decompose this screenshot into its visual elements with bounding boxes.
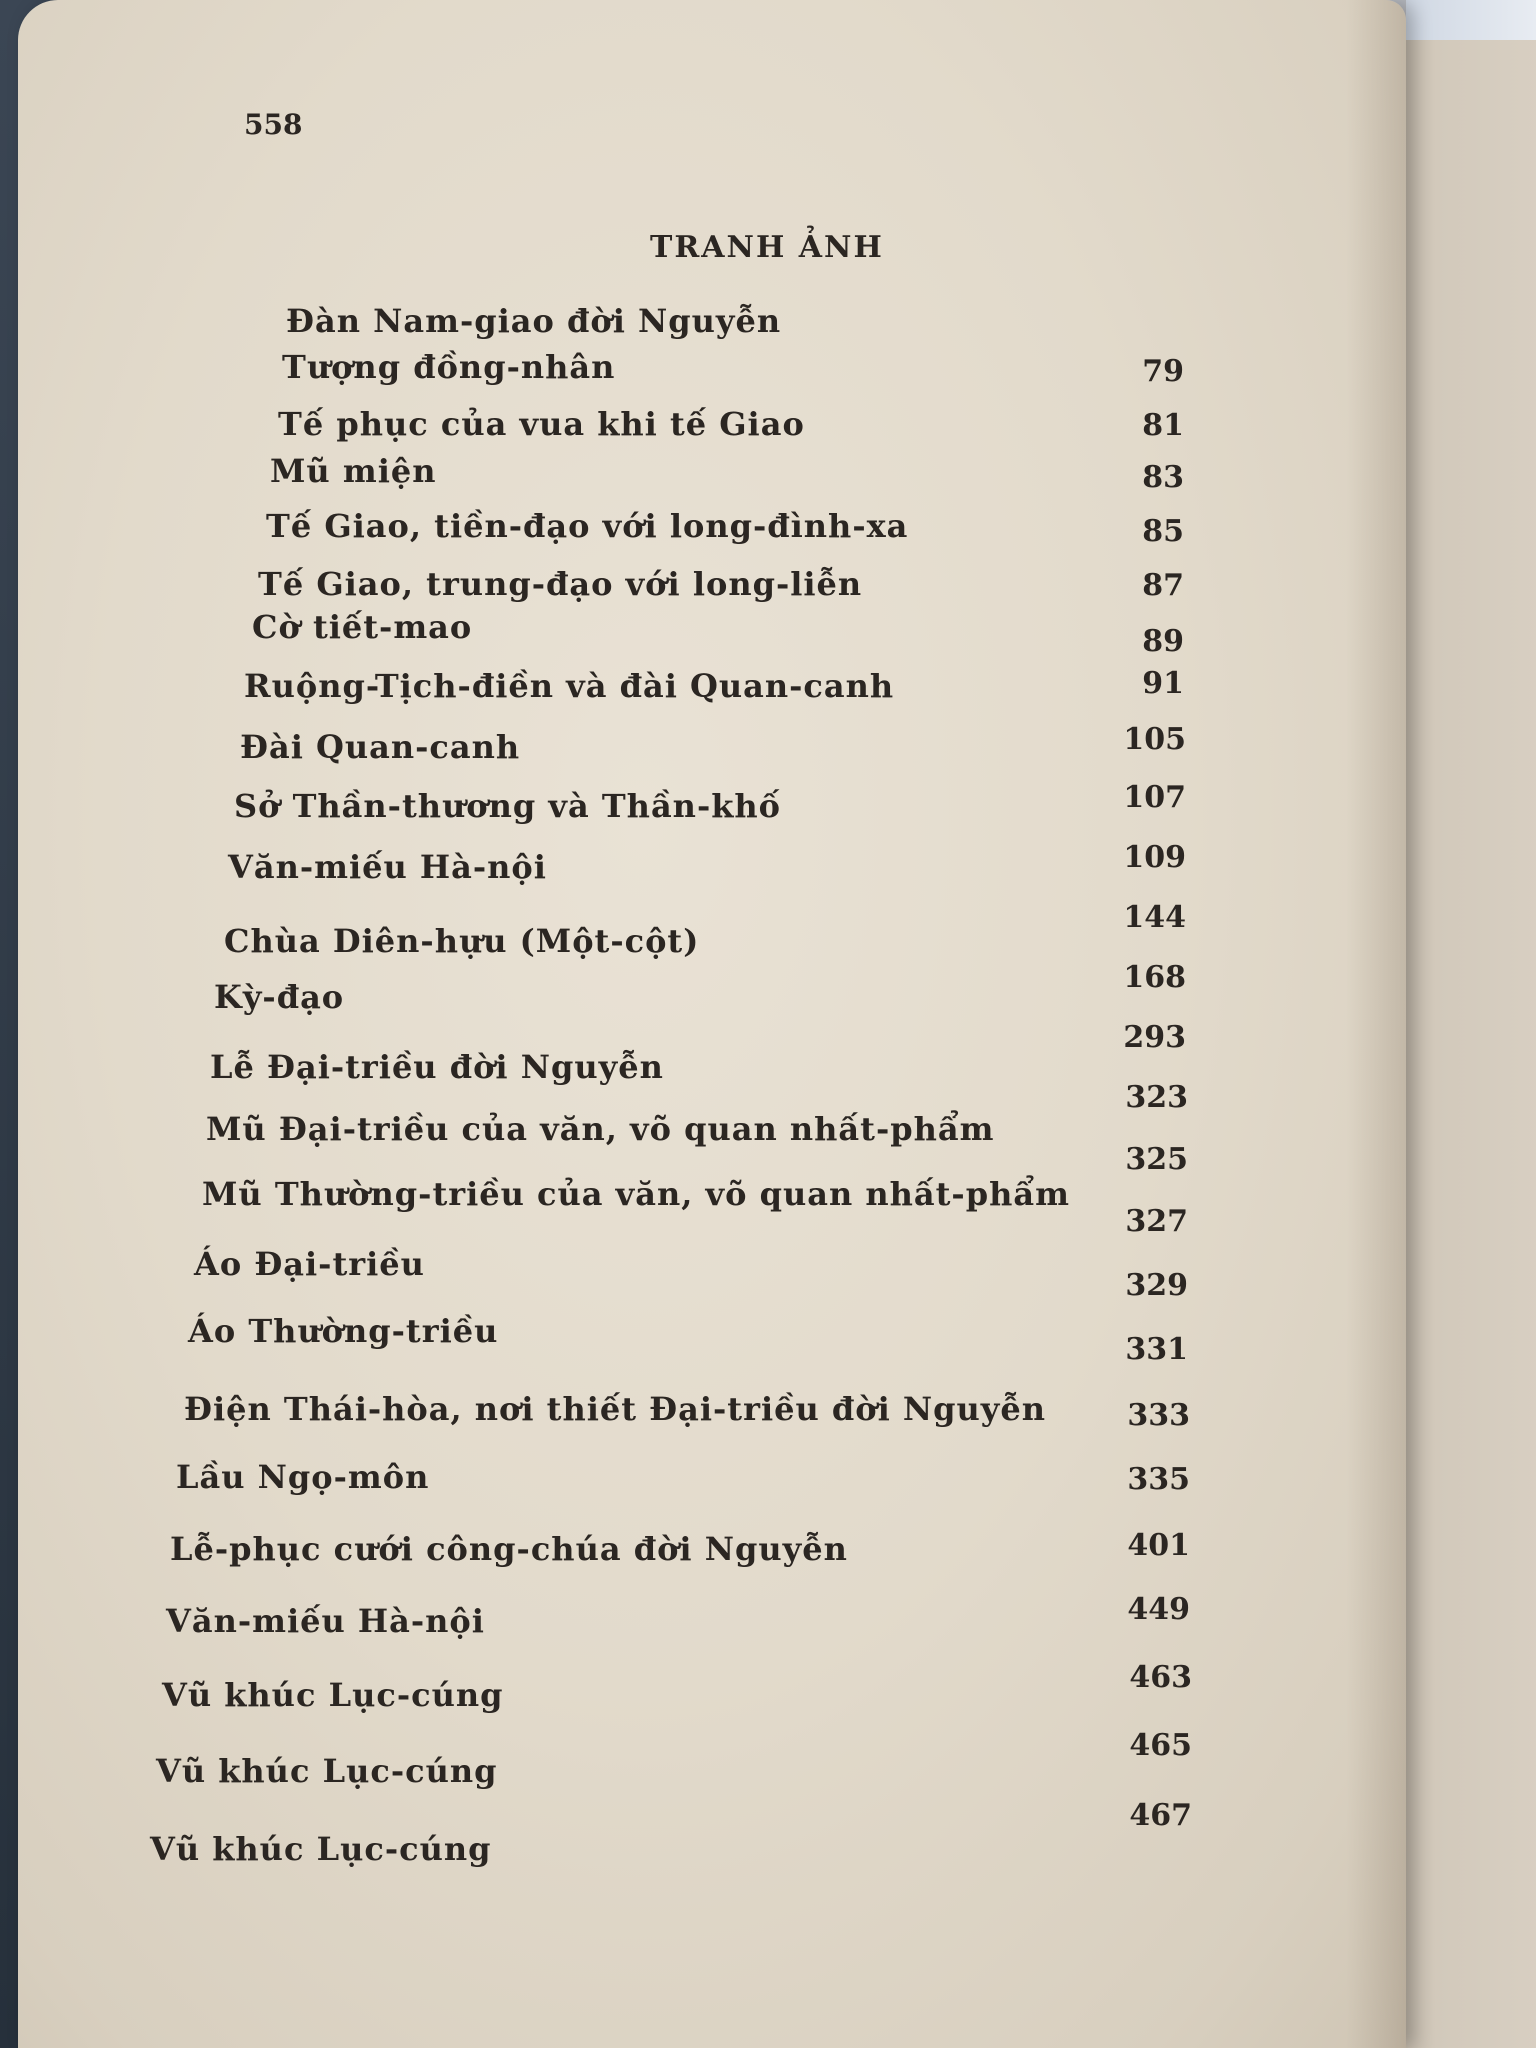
- entry-title: Cờ tiết-mao: [252, 608, 473, 646]
- entry-page-number: 465: [1129, 1728, 1192, 1763]
- entry-page-number: 333: [1127, 1398, 1190, 1433]
- entry-page-number: 401: [1127, 1528, 1190, 1563]
- entry-page-number: 109: [1123, 840, 1186, 875]
- entry-page-number: 83: [1142, 460, 1184, 495]
- entry-title: Kỳ-đạo: [214, 978, 345, 1016]
- entry-page-number: 467: [1129, 1798, 1192, 1833]
- entry-page-number: 79: [1142, 354, 1184, 389]
- entry-title: Áo Thường-triều: [188, 1312, 499, 1350]
- entry-page-number: 325: [1125, 1142, 1188, 1177]
- section-heading: TRANH ẢNH: [650, 230, 884, 265]
- entry-title: Đàn Nam-giao đời Nguyễn: [286, 302, 782, 340]
- entry-page-number: 335: [1127, 1462, 1190, 1497]
- entry-title: Văn-miếu Hà-nội: [228, 848, 547, 886]
- page-number: 558: [244, 108, 303, 141]
- entry-title: Tế Giao, trung-đạo với long-liễn: [258, 565, 863, 603]
- entry-page-number: 331: [1125, 1332, 1188, 1367]
- entry-page-number: 85: [1142, 514, 1184, 549]
- entry-page-number: 329: [1125, 1268, 1188, 1303]
- entry-page-number: 91: [1142, 666, 1184, 701]
- entry-page-number: 81: [1142, 408, 1184, 443]
- entry-title: Tượng đồng-nhân: [282, 348, 616, 386]
- entry-page-number: 144: [1123, 900, 1186, 935]
- entry-title: Tế phục của vua khi tế Giao: [278, 405, 805, 443]
- book-page: [18, 0, 1406, 2048]
- entry-page-number: 293: [1123, 1020, 1186, 1055]
- entry-page-number: 89: [1142, 624, 1184, 659]
- entry-title: Mũ Thường-triều của văn, võ quan nhất-phẩm: [202, 1175, 1070, 1213]
- entry-page-number: 449: [1127, 1592, 1190, 1627]
- entry-page-number: 323: [1125, 1080, 1188, 1115]
- entry-page-number: 463: [1129, 1660, 1192, 1695]
- entry-title: Vũ khúc Lục-cúng: [162, 1676, 504, 1714]
- entry-title: Vũ khúc Lục-cúng: [156, 1752, 498, 1790]
- entry-title: Văn-miếu Hà-nội: [166, 1602, 485, 1640]
- entry-title: Lầu Ngọ-môn: [176, 1458, 430, 1496]
- entry-title: Ruộng-Tịch-điền và đài Quan-canh: [244, 667, 895, 705]
- entry-title: Lễ Đại-triều đời Nguyễn: [210, 1048, 664, 1086]
- entry-page-number: 105: [1123, 722, 1186, 757]
- entry-page-number: 327: [1125, 1204, 1188, 1239]
- entry-title: Áo Đại-triều: [194, 1245, 425, 1283]
- entry-title: Điện Thái-hòa, nơi thiết Đại-triều đời Nguyễn: [184, 1390, 1046, 1428]
- entry-page-number: 87: [1142, 568, 1184, 603]
- entry-title: Vũ khúc Lục-cúng: [150, 1830, 492, 1868]
- entry-title: Mũ Đại-triều của văn, võ quan nhất-phẩm: [206, 1110, 995, 1148]
- entry-title: Đài Quan-canh: [240, 728, 521, 766]
- entry-title: Chùa Diên-hựu (Một-cột): [224, 922, 700, 960]
- entry-title: Mũ miện: [270, 452, 437, 490]
- entry-page-number: 168: [1123, 960, 1186, 995]
- entry-title: Sở Thần-thương và Thần-khố: [234, 787, 781, 825]
- entry-title: Tế Giao, tiền-đạo với long-đình-xa: [266, 507, 909, 545]
- entry-title: Lễ-phục cưới công-chúa đời Nguyễn: [170, 1530, 848, 1568]
- entry-page-number: 107: [1123, 780, 1186, 815]
